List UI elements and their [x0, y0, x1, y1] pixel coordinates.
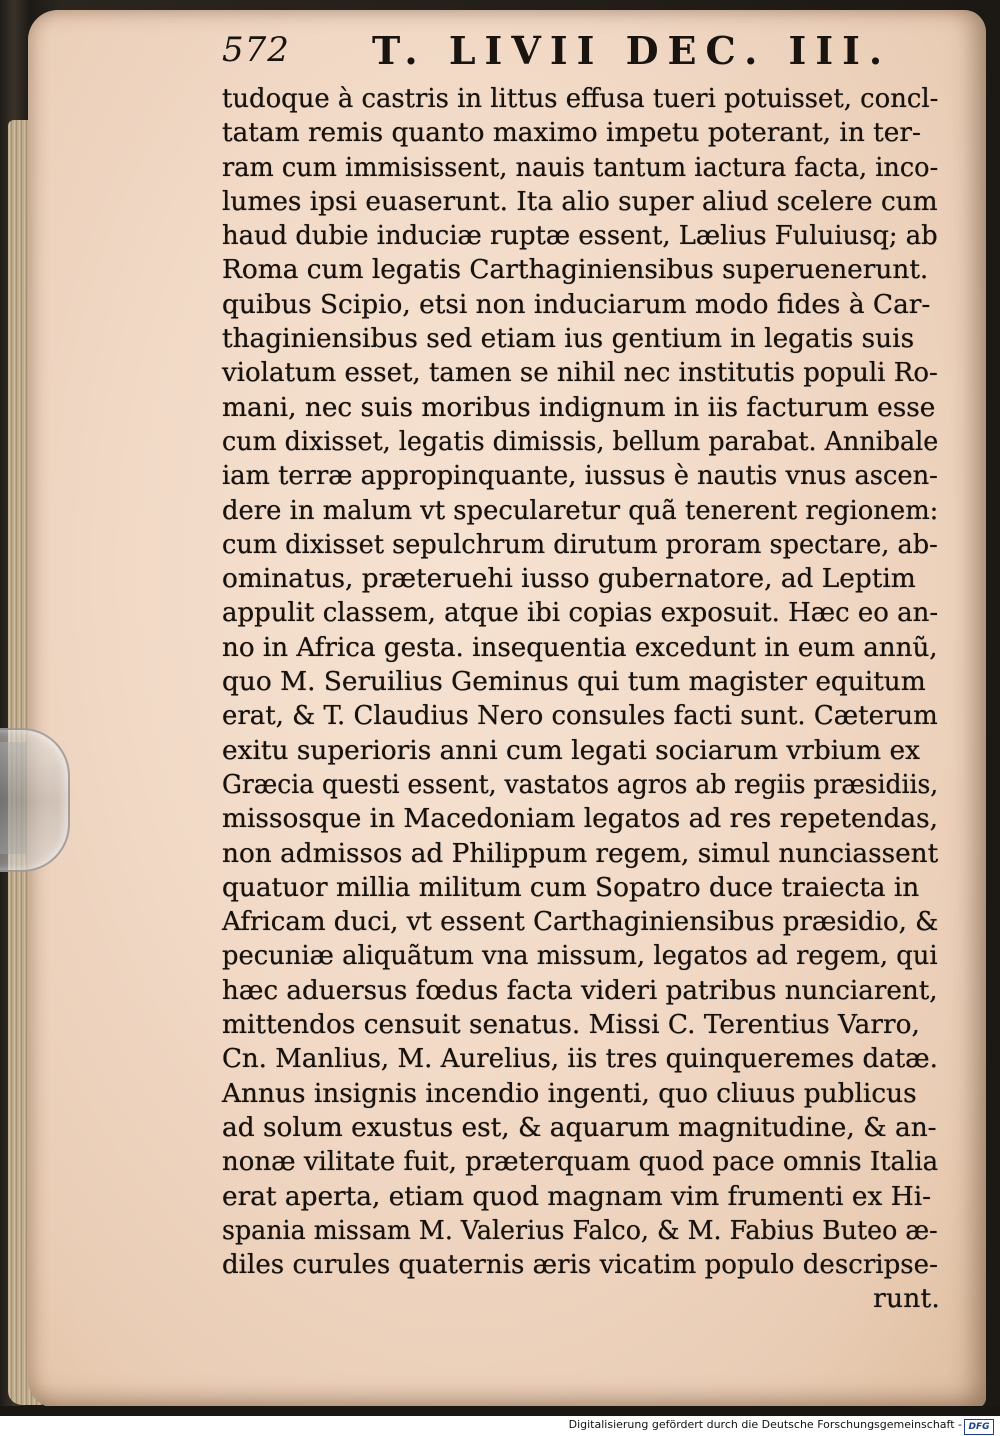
- page-number: 572: [222, 30, 290, 70]
- text-line: mittendos censuit senatus. Missi C. Terentius Varro,: [222, 1009, 920, 1041]
- text-line: non admissos ad Philippum regem, simul nunciassent: [222, 837, 939, 869]
- text-line: haud dubie induciæ ruptæ essent, Lælius Fuluiusq; ab: [222, 220, 938, 252]
- text-line: Africam duci, vt essent Carthaginiensibus præsidio, &: [222, 906, 939, 938]
- text-line: Cn. Manlius, M. Aurelius, iis tres quinqueremes datæ.: [222, 1043, 938, 1075]
- text-line: ram cum immisissent, nauis tantum iactura facta, inco-: [222, 151, 939, 183]
- text-line: diles curules quaternis æris vicatim populo descripse-: [222, 1249, 938, 1281]
- catchword: runt.: [873, 1283, 940, 1315]
- text-line: hæc aduersus fœdus facta videri patribus nunciarent,: [222, 974, 938, 1006]
- page-clip: [0, 728, 70, 872]
- text-line: erat, & T. Claudius Nero consules facti sunt. Cæterum: [222, 700, 938, 732]
- text-line: missosque in Macedoniam legatos ad res repetendas,: [222, 803, 938, 835]
- text-line: violatum esset, tamen se nihil nec institutis populi Ro-: [222, 357, 938, 389]
- text-line: exitu superioris anni cum legati sociarum vrbium ex: [222, 734, 920, 766]
- text-line: ominatus, præteruehi iusso gubernatore, ad Leptim: [222, 563, 916, 595]
- digitization-footer: [0, 1416, 1000, 1436]
- text-line: ad solum exustus est, & aquarum magnitudine, & an-: [222, 1111, 937, 1143]
- text-line: cum dixisset sepulchrum dirutum proram spectare, ab-: [222, 528, 938, 560]
- running-head: T. LIVII DEC. III.: [372, 28, 892, 73]
- text-line: pecuniæ aliquãtum vna missum, legatos ad regem, qui: [222, 940, 938, 972]
- scan-bottom-edge: [0, 1406, 1000, 1416]
- text-line: quo M. Seruilius Geminus qui tum magister equitum: [222, 666, 926, 698]
- text-line: Annus insignis incendio ingenti, quo cliuus publicus: [222, 1077, 917, 1109]
- text-line: tudoque à castris in littus effusa tueri potuisset, concl-: [222, 83, 939, 114]
- text-line: lumes ipsi euaserunt. Ita alio super aliud scelere cum: [222, 185, 938, 217]
- text-line: appulit classem, atque ibi copias exposuit. Hæc eo an-: [222, 597, 939, 629]
- dfg-logo: DFG: [964, 1419, 994, 1435]
- text-line: nonæ vilitate fuit, præterquam quod pace omnis Italia: [222, 1146, 939, 1178]
- text-line: no in Africa gesta. insequentia excedunt in eum annũ,: [222, 631, 938, 663]
- page-header: [222, 26, 892, 73]
- funding-credit: Digitalisierung gefördert durch die Deutsche Forschungsgemeinschaft -: [568, 1418, 962, 1431]
- body-text: [222, 82, 942, 1317]
- text-line: mani, nec suis moribus indignum in iis facturum esse: [222, 391, 936, 423]
- text-line: spania missam M. Valerius Falco, & M. Fabius Buteo æ-: [222, 1214, 938, 1246]
- text-line: Roma cum legatis Carthaginiensibus superuenerunt.: [222, 254, 929, 286]
- text-line: erat aperta, etiam quod magnam vim frumenti ex Hi-: [222, 1180, 932, 1212]
- text-line: cum dixisset, legatis dimissis, bellum parabat. Annibale: [222, 425, 939, 457]
- text-line: dere in malum vt specularetur quã tenerent regionem:: [222, 494, 939, 526]
- text-line: quibus Scipio, etsi non induciarum modo fides à Car-: [222, 288, 931, 320]
- text-line: tatam remis quanto maximo impetu poterant, in ter-: [222, 117, 921, 149]
- text-line: iam terræ appropinquante, iussus è nautis vnus ascen-: [222, 460, 938, 492]
- text-line: quatuor millia militum cum Sopatro duce traiecta in: [222, 871, 920, 903]
- text-line: thaginiensibus sed etiam ius gentium in legatis suis: [222, 323, 915, 355]
- text-line: Græcia questi essent, vastatos agros ab regiis præsidiis,: [222, 768, 939, 800]
